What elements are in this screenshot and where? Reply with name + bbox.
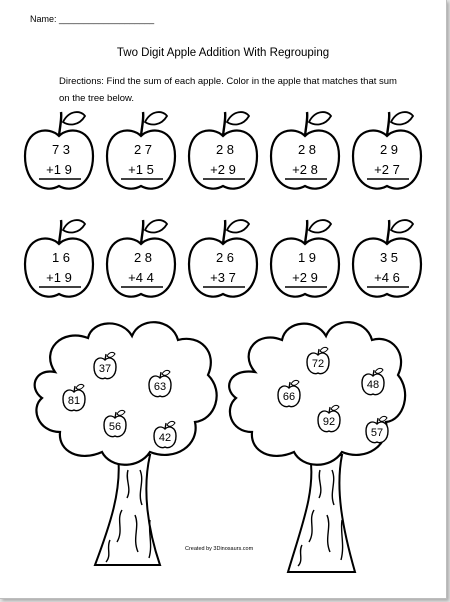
- problem-apple: [353, 220, 421, 297]
- answer-number: 72: [311, 358, 325, 370]
- apple-stem: [59, 112, 61, 136]
- apple-outline: [107, 239, 175, 297]
- problem-top-number: 7 3: [51, 142, 71, 157]
- apple-outline: [189, 239, 257, 297]
- apple-leaf: [309, 112, 331, 124]
- problem-apple: [25, 220, 93, 297]
- apple-stem: [223, 220, 225, 244]
- apple-leaf: [227, 112, 249, 124]
- apple-outline: [353, 131, 421, 189]
- problem-apple: [353, 112, 421, 189]
- apple-outline: [271, 239, 339, 297]
- problem-apples: [25, 112, 421, 297]
- answer-number: 37: [98, 363, 112, 375]
- answer-number: 56: [108, 421, 122, 433]
- apple-outline: [271, 131, 339, 189]
- problem-apple: [271, 220, 339, 297]
- answer-number: 48: [366, 379, 380, 391]
- problem-top-number: 2 7: [133, 142, 153, 157]
- apple-leaf: [391, 112, 413, 124]
- problem-bottom-number: +1 5: [128, 162, 154, 177]
- apple-stem: [141, 112, 143, 136]
- apple-stem: [141, 220, 143, 244]
- apple-leaf: [145, 112, 167, 124]
- problem-top-number: 1 9: [297, 250, 317, 265]
- apple-leaf: [227, 220, 249, 232]
- problem-bottom-number: +3 7: [210, 270, 236, 285]
- worksheet-title: Two Digit Apple Addition With Regrouping: [116, 47, 330, 59]
- problem-top-number: 2 8: [133, 250, 153, 265]
- apple-outline: [25, 239, 93, 297]
- problem-top-number: 2 9: [379, 142, 399, 157]
- problem-bottom-number: +4 6: [374, 270, 400, 285]
- apple-outline: [107, 131, 175, 189]
- problem-top-number: 2 6: [215, 250, 235, 265]
- problem-bottom-number: +1 9: [46, 270, 72, 285]
- problem-apple: [189, 112, 257, 189]
- name-field[interactable]: Name: ___________________: [30, 14, 155, 24]
- apple-outline: [189, 131, 257, 189]
- apple-leaf: [145, 220, 167, 232]
- tree-right-trunk: [288, 455, 355, 572]
- problem-bottom-number: +4 4: [128, 270, 154, 285]
- problem-bottom-number: +2 8: [292, 162, 318, 177]
- apple-outline: [25, 131, 93, 189]
- apple-stem: [305, 220, 307, 244]
- answer-number: 42: [158, 432, 172, 444]
- answer-number: 63: [153, 381, 167, 393]
- apple-stem: [223, 112, 225, 136]
- problem-apple: [271, 112, 339, 189]
- problem-apple: [107, 112, 175, 189]
- apple-leaf: [63, 112, 85, 124]
- answer-number: 92: [322, 416, 336, 428]
- problem-bottom-number: +2 7: [374, 162, 400, 177]
- directions-text: Directions: Find the sum of each apple. Color in the apple that matches that sum on the tree below.: [59, 76, 397, 104]
- problem-apple: [25, 112, 93, 189]
- apple-leaf: [63, 220, 85, 232]
- tree-left-canopy: [35, 322, 217, 465]
- problem-top-number: 2 8: [297, 142, 317, 157]
- apple-stem: [305, 112, 307, 136]
- problem-top-number: 2 8: [215, 142, 235, 157]
- apple-stem: [59, 220, 61, 244]
- problem-top-number: 3 5: [379, 250, 399, 265]
- footer-credit: Created by 3Dinosaurs.com: [185, 546, 254, 552]
- problem-bottom-number: +2 9: [292, 270, 318, 285]
- problem-top-number: 1 6: [51, 250, 71, 265]
- answer-number: 57: [370, 427, 384, 439]
- apple-stem: [387, 220, 389, 244]
- answer-number: 81: [67, 395, 81, 407]
- tree-left: [35, 322, 217, 565]
- apple-stem: [387, 112, 389, 136]
- problem-apple: [189, 220, 257, 297]
- apple-outline: [353, 239, 421, 297]
- problem-apple: [107, 220, 175, 297]
- tree-right: [229, 322, 405, 572]
- problem-bottom-number: +2 9: [210, 162, 236, 177]
- problem-bottom-number: +1 9: [46, 162, 72, 177]
- apple-leaf: [391, 220, 413, 232]
- answer-number: 66: [282, 391, 296, 403]
- apple-leaf: [309, 220, 331, 232]
